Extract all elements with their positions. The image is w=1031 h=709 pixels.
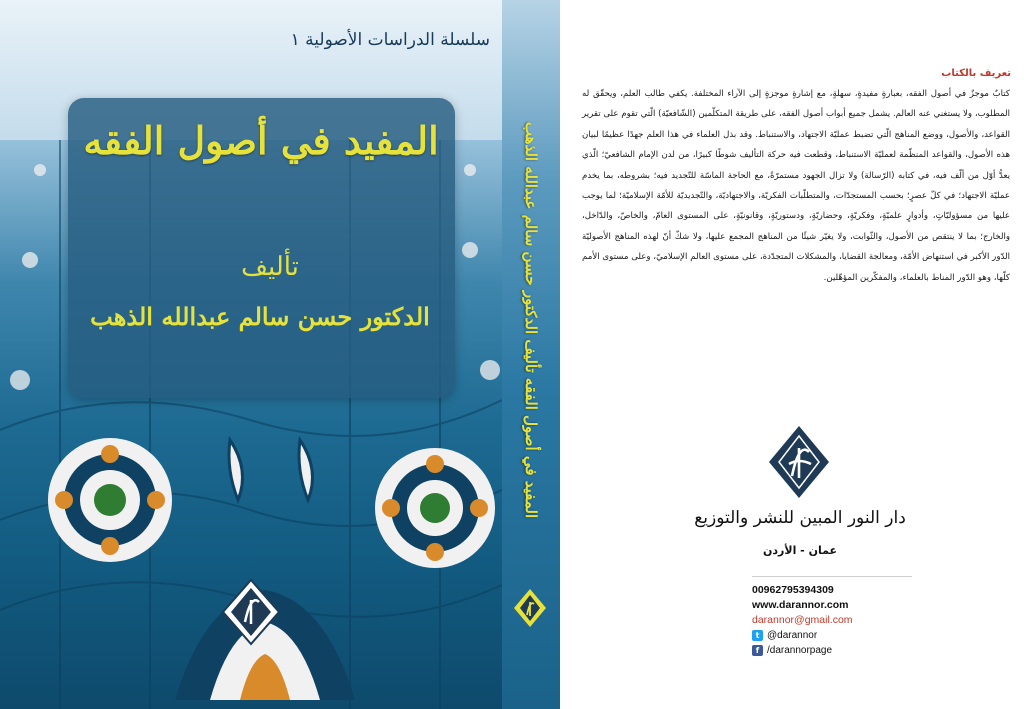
about-heading: تعريف بالكتاب [941, 68, 1011, 79]
facebook-icon: f [752, 645, 763, 656]
twitter-handle: @darannor [767, 630, 818, 641]
publisher-logo-icon [221, 578, 281, 646]
contact-block [752, 576, 912, 658]
twitter-handle-row[interactable] [752, 628, 912, 643]
twitter-icon: t [752, 630, 763, 641]
front-cover [0, 0, 502, 709]
spine [502, 0, 560, 709]
by-label: تأليف [241, 252, 299, 282]
publisher-logo-icon [767, 424, 831, 500]
email-link[interactable]: darannor@gmail.com [752, 614, 853, 626]
publisher-city: عمان - الأردن [763, 544, 837, 557]
phone-number: 00962795394309 [752, 584, 834, 596]
book-title: المفيد في أصول الفقه [83, 118, 439, 163]
spine-logo-icon [513, 588, 547, 628]
spine-title: المفيد في أصول الفقه تأليف الدكتور حسن سالم عبدالله الذهب [522, 121, 540, 519]
facebook-page-row[interactable] [752, 643, 912, 658]
series-label: سلسلة الدراسات الأصولية ١ [290, 30, 490, 50]
back-cover [560, 0, 1031, 709]
book-description: كتابٌ موجزٌ في أصول الفقه، بعبارةٍ مفيدةٍ، سهلةٍ، مع إشارةٍ موجزةٍ إلى الآراء المختلفة. يكفي طالب العلم، ويحقّق له المطلوب، ولا يستغني عنه العالم. يشمل جميع أبواب أصول الفقه، على طريقة المتكلّمين (الشّافعيّة) الّتي تقوم على تقرير القواعد، والأصول، ووضع المناهج الّتي تضبط عمليّة الاجتهاد، والاستنباط. وقد بذل العلماء في هذا العلم جهدًا عظيمًا لبيان هذه الأصول، والقواعد المنظّمة لعمليّة الاستنباط، وقطعت فيه حركة التأليف شوطًا كبيرًا، من لدن الإمام الشافعيّ؛ الّذي يعدُّ أوّل من ألّف فيه، في كتابه (الرّسالة) ولا تزال الجهود مستمرّةً، مع الحاجة الماسّة للتّجديد فيه؛ بشروطه، بما يخدم عمليّة الاجتهاد؛ في كلّ عصرٍ؛ بحسب المستجدّات، والمتطلّبات الفكريّة، والاجتهاديّة، والتّجديديّة للأمّة الإسلاميّة؛ لما يوجب عليها من مسؤوليّاتٍ، وأدوارٍ علميّةٍ، وفكريّةٍ، وحضاريّةٍ، ودستوريّةٍ، وقانونيّةٍ، على المستوى العامّ، والخاصّ، والدّاخل، والخارج؛ بما لا ينتقص من الأصول، والثّوابت، ولا يغيّر شيئًا من المناهج المجمع عليها، ولا شكّ أنّ لهذه المناهج الأصوليّة الدّور الأكبر في استنهاض الأمّة، ومعالجة القضايا، والمشكلات المتجدّدة، على مستوى العالم الإسلاميّ، وعلى مستوى الأمم كلّها، وهو الدّور المناط بالعلماء، والمفكّرين المؤهّلين. [582, 89, 1010, 283]
publisher-name: دار النور المبين للنشر والتوزيع [694, 508, 906, 528]
author-name: الدكتور حسن سالم عبدالله الذهب [90, 302, 430, 331]
website-link[interactable]: www.darannor.com [752, 599, 849, 611]
facebook-page: /darannorpage [767, 645, 833, 656]
